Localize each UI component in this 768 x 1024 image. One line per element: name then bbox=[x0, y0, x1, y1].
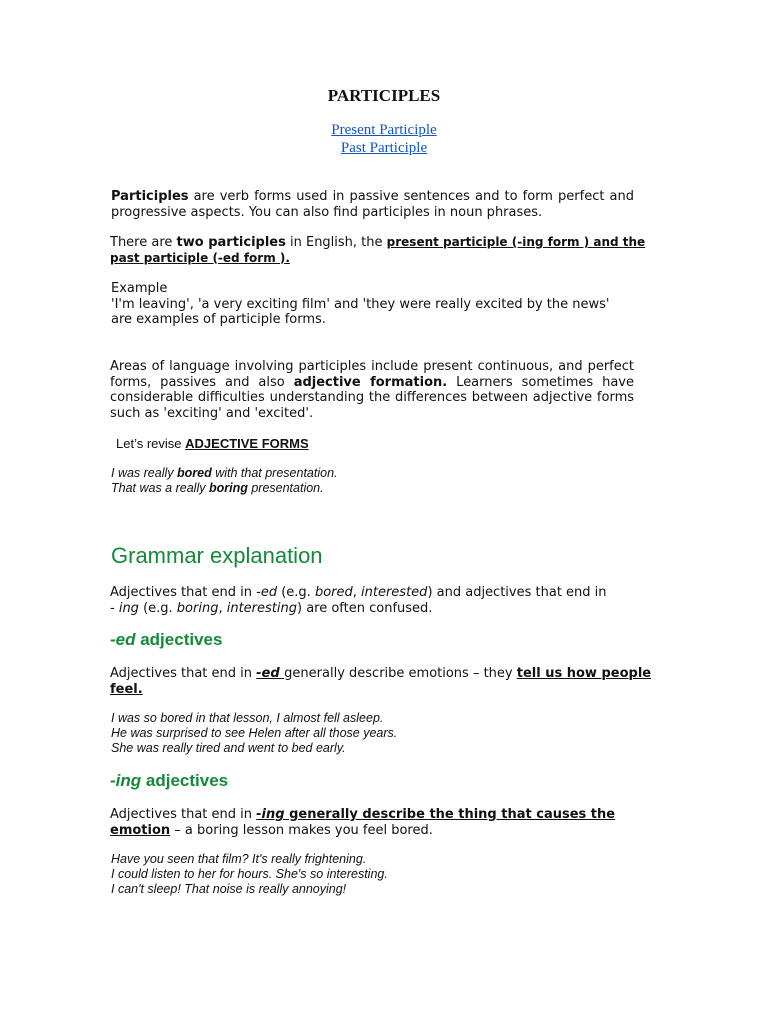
term-participles: Participles bbox=[111, 189, 189, 204]
areas-paragraph: Areas of language involving participles include present continuous, and perfect forms, passives and also adjective formation. Learners sometimes have considerable difficulties understanding the differences between adjective forms such as 'exciting' and 'excited'. bbox=[110, 359, 634, 421]
example-sentences-1 bbox=[111, 466, 338, 496]
ed-example-2: He was surprised to see Helen after all those years. bbox=[111, 726, 398, 740]
grammar-explanation-heading: Grammar explanation bbox=[111, 543, 323, 568]
sentence-bored: I was really bored with that presentation. bbox=[111, 466, 338, 480]
adjective-forms-heading: ADJECTIVE FORMS bbox=[185, 436, 309, 451]
two-participles-paragraph: There are two participles in English, the present participle (-ing form ) and the past participle (-ed form ). bbox=[110, 235, 646, 265]
past-participle-term: past participle (-ed form ). bbox=[110, 250, 290, 265]
link-present-participle[interactable]: Present Participle bbox=[331, 122, 437, 138]
ed-adjectives-heading: -ed adjectives bbox=[110, 630, 223, 649]
toc-item-present-participle bbox=[0, 122, 768, 139]
example-label: Example bbox=[111, 281, 168, 296]
ed-examples bbox=[111, 711, 397, 756]
example-line-2: are examples of participle forms. bbox=[111, 312, 326, 327]
intro-paragraph bbox=[111, 189, 634, 220]
ed-example-1: I was so bored in that lesson, I almost fell asleep. bbox=[111, 711, 384, 725]
sentence-boring: That was a really boring presentation. bbox=[111, 481, 324, 495]
revise-line: Let’s revise ADJECTIVE FORMS bbox=[116, 436, 309, 451]
ing-example-2: I could listen to her for hours. She's so interesting. bbox=[111, 867, 388, 881]
link-past-participle[interactable]: Past Participle bbox=[340, 140, 428, 156]
ing-examples bbox=[111, 852, 388, 897]
ing-example-1: Have you seen that film? It's really frightening. bbox=[111, 852, 367, 866]
page-title: PARTICIPLES bbox=[327, 86, 441, 105]
intro-text: are verb forms used in passive sentences and to form perfect and progressive aspects. You can also find participles in noun phrases. bbox=[111, 189, 634, 220]
example-block bbox=[111, 281, 651, 328]
present-participle-term: present participle (-ing form ) and bbox=[386, 235, 623, 249]
ed-example-3: She was really tired and went to bed early. bbox=[111, 741, 346, 755]
ed-paragraph: Adjectives that end in -ed generally describe emotions – they tell us how people feel. bbox=[110, 666, 652, 697]
ing-example-3: I can't sleep! That noise is really annoying! bbox=[111, 882, 347, 896]
ing-paragraph: Adjectives that end in -ing generally describe the thing that causes the emotion – a boring lesson makes you feel bored. bbox=[110, 807, 616, 838]
toc-item-past-participle bbox=[0, 140, 768, 157]
ing-adjectives-heading: -ing adjectives bbox=[110, 771, 229, 790]
grammar-paragraph: Adjectives that end in -ed (e.g. bored, interested) and adjectives that end in - ing (e.g. boring, interesting) are often confused. bbox=[110, 585, 607, 616]
example-line-1: 'I'm leaving', 'a very exciting film' and 'they were really excited by the news' bbox=[111, 296, 610, 312]
